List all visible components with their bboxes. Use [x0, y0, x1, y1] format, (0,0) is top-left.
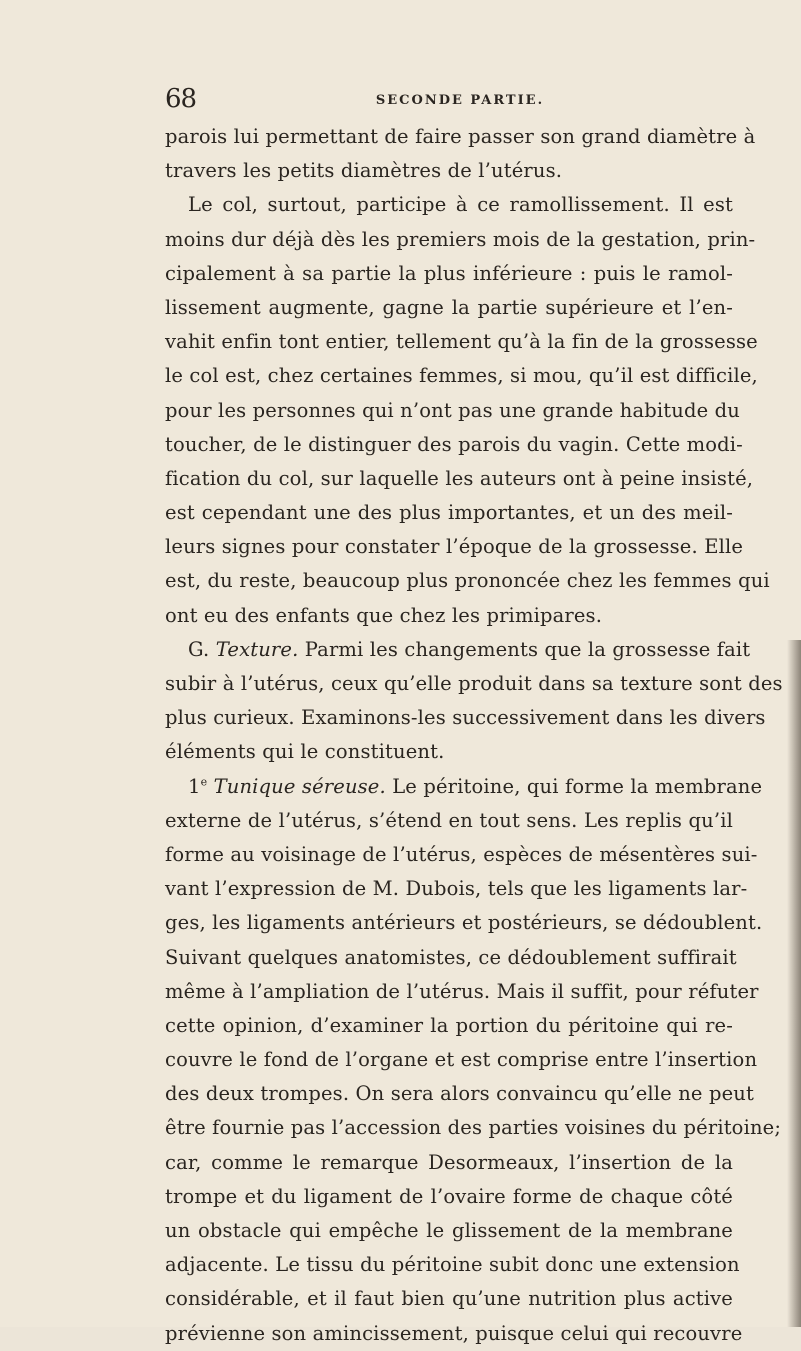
text-line: cipalement à sa partie la plus inférieure : puis le ramol-: [165, 261, 733, 285]
text-line: prévienne son amincissement, puisque celui qui recouvre: [165, 1321, 743, 1345]
text-line: travers les petits diamètres de l’utérus.: [165, 159, 563, 183]
section-letter: G.: [188, 637, 216, 661]
text-line: parois lui permettant de faire passer son grand diamètre à: [165, 125, 756, 148]
text-line: externe de l’utérus, s’étend en tout sens. Les replis qu’il: [165, 808, 733, 832]
text-line: le col est, chez certaines femmes, si mou, qu’il est difficile,: [165, 364, 758, 388]
text-fragment: Le péritoine, qui forme la membrane: [385, 774, 763, 798]
text-line-tunique: [165, 770, 763, 804]
text-line: forme au voisinage de l’utérus, espèces de mésentères sui-: [165, 842, 758, 866]
text-line: vahit enfin tont entier, tellement qu’à la fin de la grossesse: [165, 330, 758, 354]
text-line: éléments qui le constituent.: [165, 740, 445, 764]
section-title-tunique: Tunique séreuse.: [213, 774, 386, 798]
page-number: 68: [165, 84, 197, 114]
text-fragment: Parmi les changements que la grossesse fait: [298, 637, 751, 661]
text-line: est cependant une des plus importantes, et un des meil-: [165, 501, 733, 525]
text-line: car, comme le remarque Desormeaux, l’insertion de la: [165, 1150, 733, 1174]
text-line: pour les personnes qui n’ont pas une grande habitude du: [165, 398, 740, 422]
text-line: subir à l’utérus, ceux qu’elle produit dans sa texture sont des: [165, 672, 783, 695]
text-line: Suivant quelques anatomistes, ce dédoublement suffirait: [165, 945, 737, 969]
text-line: considérable, et il faut bien qu’une nutrition plus active: [165, 1287, 733, 1311]
text-line: lissement augmente, gagne la partie supérieure et l’en-: [165, 295, 733, 319]
text-line: des deux trompes. On sera alors convaincu qu’elle ne peut: [165, 1082, 754, 1106]
text-line-texture: [165, 633, 751, 667]
text-line: moins dur déjà dès les premiers mois de la gestation, prin-: [165, 227, 756, 251]
text-line: même à l’ampliation de l’utérus. Mais il suffit, pour réfuter: [165, 979, 759, 1003]
text-line: leurs signes pour constater l’époque de la grossesse. Elle: [165, 535, 744, 559]
body-text: [165, 120, 783, 1351]
text-line: adjacente. Le tissu du péritoine subit donc une extension: [165, 1253, 740, 1277]
section-number: 1e: [188, 774, 208, 798]
text-line: plus curieux. Examinons-les successivement dans les divers: [165, 706, 766, 730]
running-head: SECONDE PARTIE.: [375, 93, 545, 108]
text-line: être fournie pas l’accession des parties voisines du péritoine;: [165, 1116, 782, 1140]
text-line: vant l’expression de M. Dubois, tels que les ligaments lar-: [165, 877, 748, 901]
page-edge-shadow: [787, 640, 801, 1327]
text-line: cette opinion, d’examiner la portion du péritoine qui re-: [165, 1013, 733, 1037]
text-line: Le col, surtout, participe à ce ramollissement. Il est: [188, 193, 733, 217]
page-header: [165, 84, 735, 116]
text-line: ont eu des enfants que chez les primipares.: [165, 603, 603, 627]
text-line: fication du col, sur laquelle les auteurs ont à peine insisté,: [165, 466, 754, 490]
text-line: est, du reste, beaucoup plus prononcée chez les femmes qui: [165, 569, 770, 593]
text-line: couvre le fond de l’organe et est comprise entre l’insertion: [165, 1048, 758, 1072]
text-line: trompe et du ligament de l’ovaire forme de chaque côté: [165, 1184, 733, 1208]
section-title-texture: Texture.: [215, 637, 299, 661]
text-line: toucher, de le distinguer des parois du vagin. Cette modi-: [165, 432, 743, 456]
text-line: un obstacle qui empêche le glissement de la membrane: [165, 1219, 733, 1242]
text-line: ges, les ligaments antérieurs et postérieurs, se dédoublent.: [165, 911, 763, 935]
